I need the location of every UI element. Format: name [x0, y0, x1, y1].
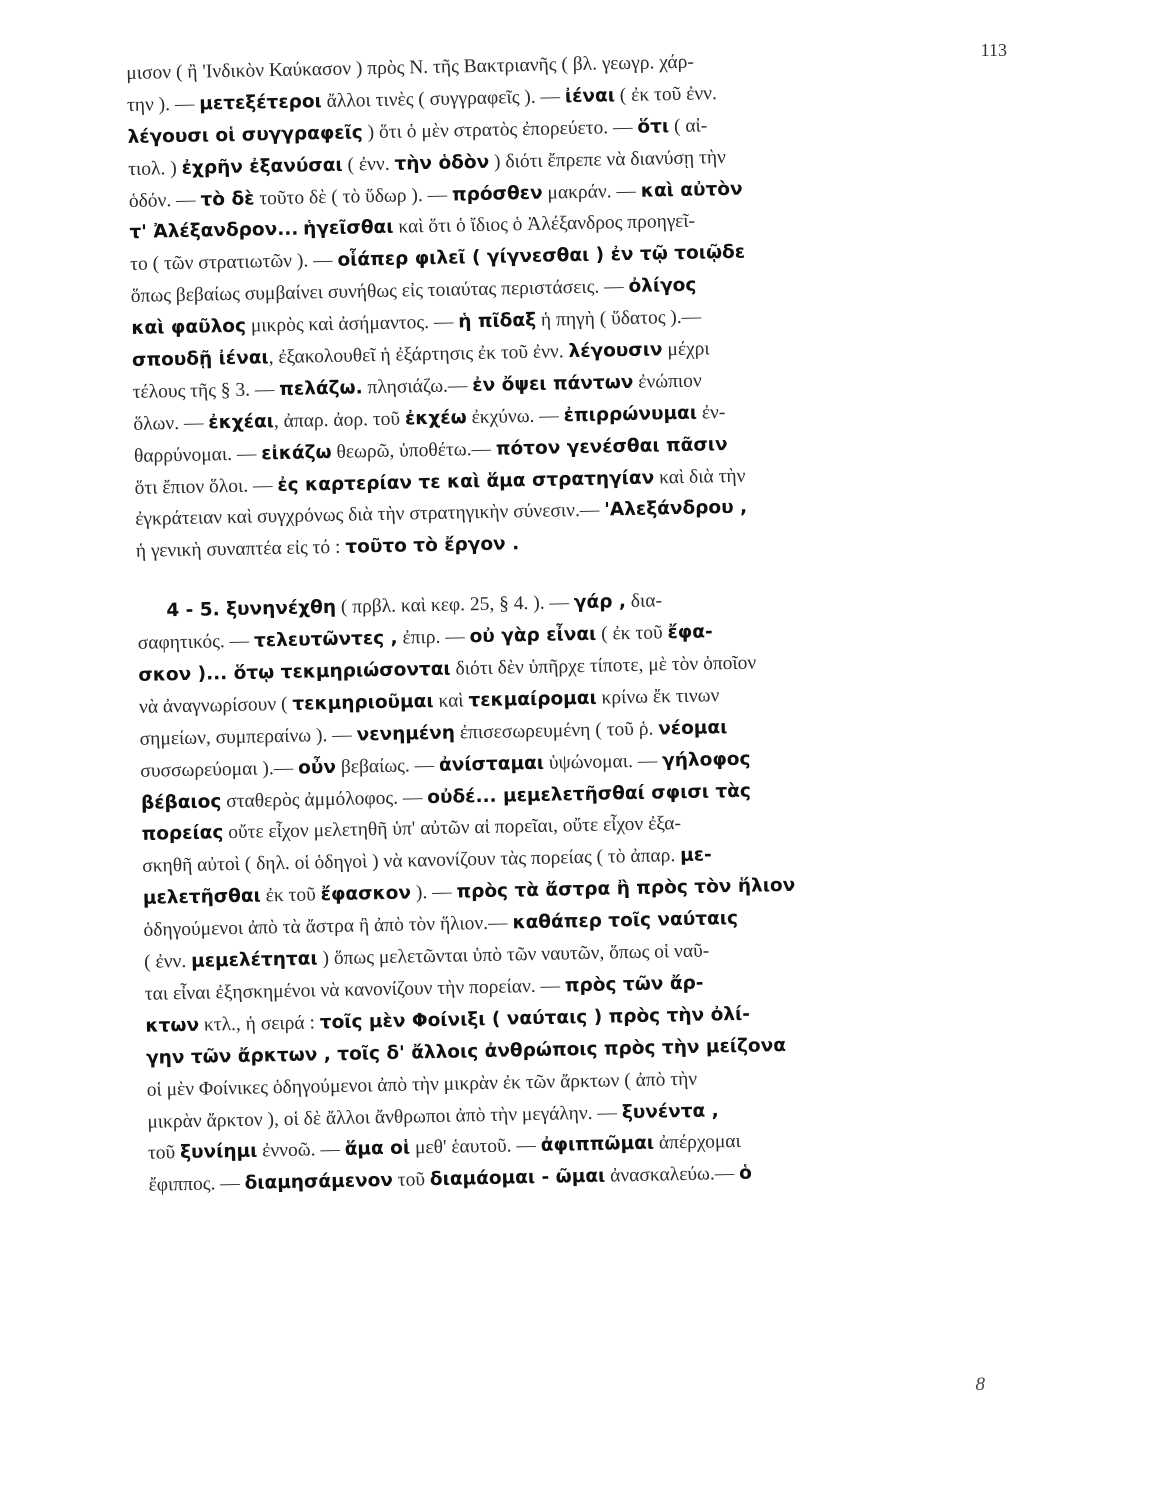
plain-text: ἐπιρ. — — [397, 626, 470, 649]
plain-text: ) ὅτι ὁ μὲν στρατὸς ἐπορεύετο. — — [362, 116, 638, 144]
bold-lemma: ὅτι — [637, 115, 670, 138]
plain-text: ὑψώνομαι. — — [543, 750, 663, 774]
plain-text: ( αἰ- — [668, 115, 708, 137]
plain-text: , ἀπαρ. ἀορ. τοῦ — [273, 408, 406, 432]
bold-lemma: πότον γενέσθαι πᾶσιν — [495, 433, 728, 460]
plain-text: καὶ — [433, 690, 469, 712]
plain-text: ὅτι ἔπιον ὅλοι. — — [134, 474, 278, 499]
plain-text: καὶ ὅτι ὁ ἴδιος ὁ Ἀλέξανδρος προηγεῖ- — [393, 211, 696, 239]
plain-text: σκηθῆ αὐτοὶ ( δηλ. οἱ ὁδηγοὶ ) νὰ κανονίζουν τὰς πορείας ( τὸ ἀπαρ. — [142, 845, 681, 878]
plain-text: ) ὅπως μελετῶνται ὑπὸ τῶν ναυτῶν, ὅπως οἱ ναῦ- — [317, 940, 710, 970]
bold-lemma: ἐκχέω — [404, 407, 467, 430]
plain-text: ἄλλοι τινὲς ( συγγραφεῖς ). — — [321, 86, 566, 112]
bold-lemma: τ' Ἀλέξανδρον... — [129, 219, 299, 244]
plain-text: ἐκχύνω. — — [466, 405, 564, 429]
bold-lemma: ἀνίσταμαι — [438, 752, 545, 776]
sheet-signature-number: 8 — [975, 1374, 985, 1395]
bold-lemma: ἔφασκον — [320, 882, 412, 906]
plain-text: διότι δὲν ὑπῆρχε τίποτε, μὲ τὸν ὁποῖον — [450, 652, 757, 680]
bold-lemma: πρὸς τῶν ἄρ- — [564, 972, 704, 997]
plain-text: μέχρι — [662, 338, 710, 361]
plain-text: ἐπισεσωρευμένη ( τοῦ ῥ. — [454, 718, 659, 744]
bold-lemma: ἐς καρτερίαν τε καὶ ἅμα στρατηγίαν — [277, 467, 655, 496]
bold-lemma: καὶ αὐτὸν — [640, 178, 743, 202]
plain-text: συσσωρεύομαι ).— — [140, 757, 299, 782]
plain-text: βεβαίως. — — [335, 754, 440, 778]
bold-lemma: διαμησάμενον — [244, 1170, 394, 1195]
plain-text: ὁδηγούμενοι ἀπὸ τὰ ἄστρα ἢ ἀπὸ τὸν ἥλιον.— — [143, 912, 513, 941]
plain-text: ἀπέρχομαι — [653, 1131, 742, 1155]
plain-text: μισον ( ἢ 'Ινδικὸν Καύκασον ) πρὸς Ν. τῆς Βακτριανῆς ( βλ. γεωγρ. χάρ- — [126, 51, 695, 84]
plain-text: ἐκ τοῦ — [260, 884, 321, 907]
plain-text: σαφητικός. — — [137, 630, 255, 655]
plain-text: τοῦ — [392, 1169, 431, 1192]
bold-lemma: ἐχρῆν ἐξανύσαι — [181, 154, 343, 179]
plain-text: θεωρῶ, ὑποθέτω.— — [331, 438, 497, 463]
bold-lemma: ὁ — [738, 1162, 753, 1185]
bold-lemma: τελευτῶντες , — [253, 627, 398, 652]
bold-lemma: ἔφα- — [667, 621, 713, 644]
bold-lemma: ἅμα οἱ — [344, 1137, 411, 1161]
bold-lemma: μετεξέτεροι — [199, 90, 322, 115]
page-number: 113 — [980, 40, 1007, 60]
bold-lemma: οἷάπερ φιλεῖ ( γίγνεσθαι ) ἐν τῷ τοιῷδε — [337, 241, 746, 272]
bold-lemma: διαμάομαι - ῶμαι — [429, 1165, 606, 1191]
plain-text: μικρὰν ἄρκτον ), οἱ δὲ ἄλλοι ἄνθρωποι ἀπὸ τὴν μεγάλην. — — [147, 1101, 623, 1133]
plain-text: μεθ' ἑαυτοῦ. — — [409, 1135, 542, 1159]
bold-lemma: πρὸς τὰ ἄστρα ἢ πρὸς τὸν ἥλιον — [456, 875, 796, 903]
bold-lemma: καὶ φαῦλος — [131, 315, 247, 340]
plain-text: ἐν- — [696, 401, 726, 424]
bold-lemma: ἰέναι — [564, 85, 616, 108]
bold-lemma: 'Αλεξάνδρου , — [604, 497, 748, 521]
plain-text: μακράν. — — [542, 180, 642, 204]
plain-text: τιολ. ) — [128, 157, 182, 180]
bold-lemma: πρόσθεν — [451, 182, 543, 206]
bold-lemma: καθάπερ τοῖς ναύταις — [512, 908, 739, 934]
bold-lemma: πελάζω. — [279, 377, 363, 400]
bold-lemma: με- — [679, 844, 712, 867]
bold-lemma: τεκμαίρομαι — [468, 687, 597, 712]
plain-text: θαρρύνομαι. — — [133, 443, 262, 467]
plain-text: τοῦτο δὲ ( τὸ ὕδωρ ). — — [254, 184, 453, 210]
bold-lemma: ἐν ὄψει πάντων — [472, 371, 634, 397]
plain-text — [137, 601, 167, 623]
bold-lemma: κτων — [145, 1014, 200, 1037]
bold-lemma: γάρ , — [573, 591, 627, 614]
bold-lemma: ἐπιρρώνυμαι — [563, 402, 698, 427]
plain-text: σημείων, συμπεραίνω ). — — [139, 724, 357, 750]
plain-text: νὰ ἀναγνωρίσουν ( — [138, 693, 293, 718]
plain-text: ται εἶναι ἐξησκημένοι νὰ κανονίζουν τὴν πορείαν. — — [144, 975, 566, 1005]
plain-text: ). — — [410, 881, 457, 904]
plain-text: κτλ., ἡ σειρά : — [198, 1012, 321, 1036]
bold-lemma: νενημένη — [356, 722, 456, 746]
bold-lemma: οὖν — [297, 756, 337, 779]
bold-lemma: τὴν ὁδὸν — [394, 151, 490, 175]
bold-lemma: σπουδῇ ἰέναι — [131, 347, 269, 371]
plain-text: δια- — [625, 590, 663, 613]
plain-text: ὁδόν. — — [128, 189, 201, 212]
commentary-body-text — [126, 40, 1037, 1202]
bold-lemma: τὸ δὲ — [200, 188, 255, 211]
plain-text: ἡ γενικὴ συναπτέα εἰς τό : — [135, 537, 346, 563]
plain-text: σταθερὸς ἀμμόλοφος. — — [221, 786, 428, 812]
plain-text: οὔτε εἶχον μελετηθῆ ὑπ' αὐτῶν αἱ πορεῖαι, οὔτε εἶχον ἐξα- — [223, 813, 682, 844]
bold-lemma: ἀφιππῶμαι — [540, 1133, 655, 1157]
plain-text: ( ἐκ τοῦ — [596, 622, 668, 645]
bold-lemma: βέβαιος — [140, 790, 222, 814]
bold-lemma: τοῖς μὲν Φοίνιξι ( ναύταις ) πρὸς τὴν ὀλί- — [319, 1003, 751, 1034]
bold-lemma: γην τῶν ἄρκτων , τοῖς δ' ἄλλοις ἀνθρώποις πρὸς τὴν μείζονα — [145, 1034, 787, 1069]
plain-text: πλησιάζω.— — [362, 375, 473, 399]
plain-text: το ( τῶν στρατιωτῶν ). — — [129, 250, 338, 276]
bold-lemma: μεμελέτηται — [190, 948, 318, 972]
plain-text: ἐνώπιον — [633, 370, 702, 393]
plain-text: ὅπως βεβαίως συμβαίνει συνήθως εἰς τοιαύτας περιστάσεις. — — [130, 276, 629, 308]
plain-text: , ἐξακολουθεῖ ἡ ἐξάρτησις ἐκ τοῦ ἐνν. — [268, 341, 569, 369]
plain-text: ( ἐκ τοῦ ἐνν. — [614, 83, 718, 107]
plain-text: την ). — — [126, 93, 200, 116]
plain-text: ( ἐνν. — [342, 153, 395, 176]
plain-text: οἱ μὲν Φοίνικες ὁδηγούμενοι ἀπὸ τὴν μικρὰν ἐκ τῶν ἄρκτων ( ἀπὸ τὴν — [146, 1068, 698, 1101]
bold-lemma: ἡ πῖδαξ — [458, 309, 537, 333]
bold-lemma: πορείας — [141, 822, 224, 846]
bold-lemma: οὐ γὰρ εἶναι — [469, 623, 597, 648]
bold-lemma: τοῦτο τὸ ἔργον . — [345, 533, 520, 559]
bold-lemma: σκον )... ὅτῳ τεκμηριώσονται — [138, 658, 451, 686]
plain-text: ἔφιππος. — — [148, 1173, 245, 1197]
bold-lemma: ἡγεῖσθαι — [302, 217, 394, 240]
bold-lemma: μελετῆσθαι — [142, 885, 261, 910]
bold-lemma: 4 - 5. ξυνηνέχθη — [166, 597, 337, 622]
plain-text: ἀνασκαλεύω.— — [605, 1163, 740, 1187]
plain-text: ἐγκράτειαν καὶ συγχρόνως διὰ τὴν στρατηγικὴν σύνεσιν.— — [135, 499, 605, 531]
bold-lemma: λέγουσιν — [568, 339, 663, 363]
plain-text: ( ἐνν. — [143, 950, 192, 973]
plain-text: ὅλων. — — [133, 412, 209, 435]
plain-text: ) διότι ἔπρεπε νὰ διανύσῃ τὴν — [488, 146, 727, 173]
bold-lemma: ἐκχέαι — [208, 410, 275, 434]
plain-text: κρίνω ἔκ τινων — [596, 685, 720, 709]
plain-text: ἡ πηγὴ ( ὕδατος ).— — [535, 306, 702, 331]
bold-lemma: νέομαι — [657, 716, 728, 740]
bold-lemma: λέγουσι οἱ συγγραφεῖς — [127, 122, 363, 148]
plain-text: τοῦ — [147, 1142, 181, 1165]
bold-lemma: ξυνίημι — [179, 1140, 258, 1164]
bold-lemma: γήλοφος — [661, 748, 751, 772]
bold-lemma: ὀλίγος — [628, 274, 697, 298]
bold-lemma: τεκμηριοῦμαι — [292, 690, 434, 715]
plain-text: ( πρβλ. καὶ κεφ. 25, § 4. ). — — [335, 592, 575, 619]
plain-text: μικρὸς καὶ ἀσήμαντος. — — [245, 311, 459, 337]
bold-lemma: εἰκάζω — [261, 441, 332, 465]
bold-lemma: ξυνέντα , — [621, 1099, 719, 1123]
plain-text: ἐννοῶ. — — [257, 1139, 345, 1162]
bold-lemma: οὐδέ... μεμελετῆσθαί σφισι τὰς — [427, 780, 752, 808]
plain-text: καὶ διὰ τὴν — [653, 465, 746, 489]
plain-text: τέλους τῆς § 3. — — [132, 378, 280, 403]
